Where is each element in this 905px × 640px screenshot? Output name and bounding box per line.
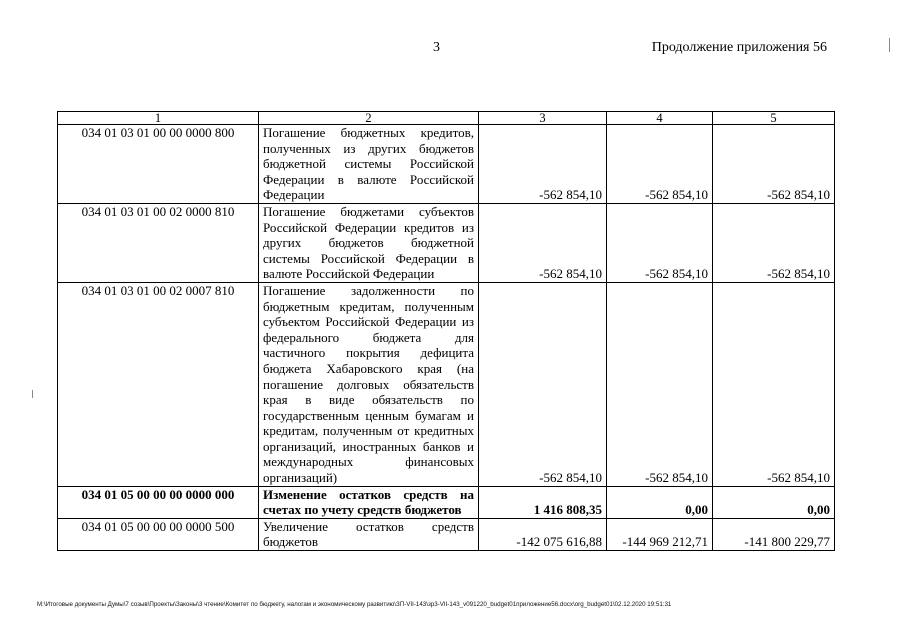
budget-code-cell: 034 01 05 00 00 00 0000 000 bbox=[58, 486, 259, 518]
table-row bbox=[58, 203, 835, 282]
amount-col4-cell: -144 969 212,71 bbox=[607, 518, 713, 550]
amount-col3-cell: -562 854,10 bbox=[479, 282, 607, 486]
amount-col3-cell: 1 416 808,35 bbox=[479, 486, 607, 518]
description-cell: Погашение задолженности по бюджетным кредитам, полученным субъектом Российской Федерации из федерального бюджета для частичного покрытия дефицита бюджета Хабаровского края (на погашение долговых обязательств края в виде обязательств по государственным ценным бумагам и кредитам, полученным от кредитных организаций, иностранных банков и международных финансовых организаций) bbox=[259, 282, 479, 486]
description-cell: Погашение бюджетных кредитов, полученных из других бюджетов бюджетной системы Российской Федерации в валюте Российской Федерации bbox=[259, 125, 479, 204]
column-header: 3 bbox=[479, 112, 607, 125]
amount-col5-cell: 0,00 bbox=[713, 486, 835, 518]
column-header: 2 bbox=[259, 112, 479, 125]
column-header: 4 bbox=[607, 112, 713, 125]
scan-mark bbox=[889, 38, 890, 52]
page-number: 3 bbox=[433, 40, 440, 55]
budget-code-cell: 034 01 03 01 00 02 0007 810 bbox=[58, 282, 259, 486]
appendix-continuation-title: Продолжение приложения 56 bbox=[651, 40, 827, 55]
budget-code-cell: 034 01 03 01 00 00 0000 800 bbox=[58, 125, 259, 204]
amount-col4-cell: 0,00 bbox=[607, 486, 713, 518]
amount-col4-cell: -562 854,10 bbox=[607, 282, 713, 486]
column-header: 5 bbox=[713, 112, 835, 125]
amount-col5-cell: -562 854,10 bbox=[713, 125, 835, 204]
budget-table bbox=[57, 111, 835, 551]
table-header-row bbox=[58, 112, 835, 125]
amount-col4-cell: -562 854,10 bbox=[607, 203, 713, 282]
amount-col4-cell: -562 854,10 bbox=[607, 125, 713, 204]
table-row bbox=[58, 125, 835, 204]
description-cell: Увеличение остатков средств бюджетов bbox=[259, 518, 479, 550]
amount-col5-cell: -562 854,10 bbox=[713, 203, 835, 282]
table-row bbox=[58, 486, 835, 518]
description-cell: Погашение бюджетами субъектов Российской Федерации кредитов из других бюджетов бюджетной системы Российской Федерации в валюте Российской Федерации bbox=[259, 203, 479, 282]
amount-col3-cell: -562 854,10 bbox=[479, 125, 607, 204]
amount-col3-cell: -142 075 616,88 bbox=[479, 518, 607, 550]
budget-code-cell: 034 01 05 00 00 00 0000 500 bbox=[58, 518, 259, 550]
amount-col5-cell: -141 800 229,77 bbox=[713, 518, 835, 550]
amount-col3-cell: -562 854,10 bbox=[479, 203, 607, 282]
column-header: 1 bbox=[58, 112, 259, 125]
scan-mark bbox=[32, 390, 33, 398]
amount-col5-cell: -562 854,10 bbox=[713, 282, 835, 486]
budget-code-cell: 034 01 03 01 00 02 0000 810 bbox=[58, 203, 259, 282]
description-cell: Изменение остатков средств на счетах по учету средств бюджетов bbox=[259, 486, 479, 518]
table-row bbox=[58, 282, 835, 486]
table-row bbox=[58, 518, 835, 550]
footer-file-path: M:\Итоговые документы Думы\7 созыв\Проекты\Законы\3 чтение\Комитет по бюджету, налогам и экономическому развитию\ЗП-VII-143\зр3-VII-143_v091220_budget01приложение56.docx\org_budget01\02.12.2020 19:51:31 bbox=[37, 601, 672, 608]
